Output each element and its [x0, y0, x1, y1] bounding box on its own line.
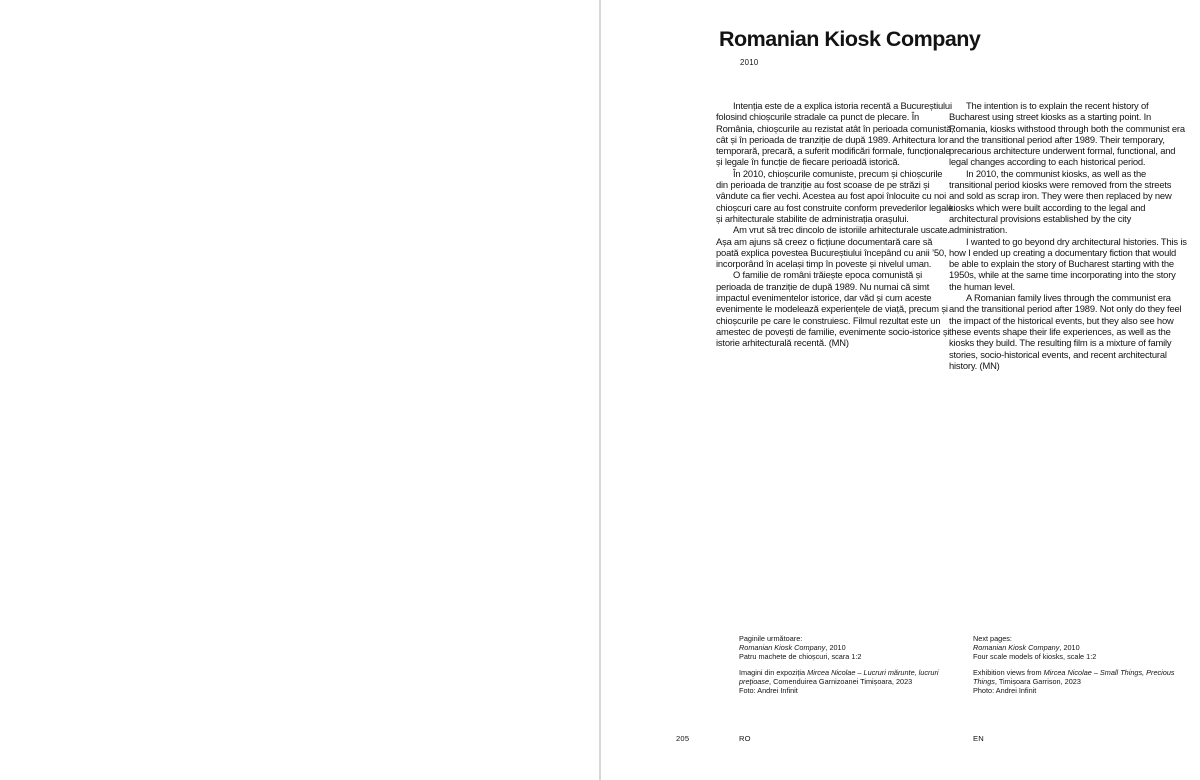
paragraph-en-1: The intention is to explain the recent history of Bucharest using street kiosks as a starting point. In Romania, kiosks withstood through both the communist era and the transitional period after 1989. Their temporary, precarious architecture underwent formal, functional, and legal changes according to each historical period. [949, 100, 1185, 168]
caption-en-exhibition-prefix: Exhibition views from [973, 667, 1044, 677]
caption-ro-exhibition-prefix: Imagini din expoziția [739, 667, 808, 677]
paragraph-en-3: I wanted to go beyond dry architectural histories. This is how I ended up creating a documentary fiction that would be able to explain the story of Bucharest starting with the 1950s, while at the same time incorporating into the story the human level. [949, 235, 1187, 292]
page-title: Romanian Kiosk Company [719, 27, 981, 51]
paragraph-en-4: A Romanian family lives through the communist era and the transitional period after 1989. Not only do they feel the impact of the historical events, but they also see how these events shape their life experiences, as well as the kiosks they build. The resulting film is a mixture of family stories, socio-historical events, and recent architectural history. (MN) [949, 292, 1182, 371]
footer-page-number: 205 [676, 734, 690, 743]
caption-en-work-line [973, 643, 1184, 652]
caption-en-exhibition-line [973, 668, 1184, 686]
caption-ro-next-pages [739, 634, 950, 661]
caption-en-label: Next pages: [973, 634, 1012, 643]
caption-en [973, 634, 1184, 695]
caption-ro-work-title: Romanian Kiosk Company [739, 643, 826, 653]
caption-en-detail: Four scale models of kiosks, scale 1:2 [973, 652, 1097, 662]
caption-en-next-pages [973, 634, 1184, 661]
paragraph-ro-3: Am vrut să trec dincolo de istoriile arhitecturale uscate. Așa am ajuns să creez o ficțiune documentară care să poată explica povestea Bucureștiului începând cu anii ’50, incorporând în același timp în poveste și nivelul uman. [716, 224, 950, 270]
caption-en-work-year: , 2010 [1059, 643, 1080, 653]
caption-en-exhibition-title: Mircea Nicolae – Small Things, Precious Things [973, 667, 1175, 686]
paragraph-ro-1: Intenția este de a explica istoria recentă a Bucureștiului folosind chioșcurile stradale ca punct de plecare. În România, chioșcurile au rezistat atât în perioada comunistă, cât și în perioada de tranziție de după 1989. Arhitectura lor temporară, precară, a suferit modificări formale, funcționale și legale în funcție de fiecare perioadă istorică. [716, 100, 954, 168]
caption-ro-label: Paginile următoare: [739, 634, 803, 643]
text-column-en [949, 100, 1187, 371]
paragraph-en-2: In 2010, the communist kiosks, as well as the transitional period kiosks were removed from the streets and sold as scrap iron. They were then replaced by new kiosks which were built according to the legal and architectural provisions established by the city administration. [949, 167, 1172, 236]
caption-ro-exhibition-title: Mircea Nicolae – Lucruri mărunte, lucruri prețioase [739, 667, 939, 686]
caption-en-photo-credit: Photo: Andrei Infinit [973, 685, 1037, 695]
work-year: 2010 [740, 58, 759, 67]
footer-lang-en: EN [973, 734, 984, 743]
paragraph-ro-4: O familie de români trăiește epoca comunistă și perioada de tranziție de după 1989. Nu numai că simt impactul evenimentelor istorice, dar văd și cum aceste evenimente le modelează experiențele de viață, precum și chioșcurile pe care le construiesc. Filmul rezultat este un amestec de povești de familie, evenimente socio-istorice și istorie arhitecturală recentă. (MN) [716, 269, 950, 349]
caption-ro-exhibition-suffix: , Comenduirea Garnizoanei Timișoara, 2023 [769, 676, 913, 686]
caption-ro-exhibition-line [739, 668, 950, 686]
text-column-ro [716, 100, 954, 349]
footer-lang-ro: RO [739, 734, 751, 743]
left-page-blank [0, 0, 599, 780]
page-fold-divider [599, 0, 601, 780]
caption-ro-exhibition [739, 668, 950, 695]
caption-ro-detail: Patru machete de chioșcuri, scara 1:2 [739, 652, 862, 662]
caption-ro-photo-credit: Foto: Andrei Infinit [739, 685, 798, 695]
caption-en-exhibition-suffix: , Timișoara Garrison, 2023 [994, 676, 1081, 686]
paragraph-ro-2: În 2010, chioșcurile comuniste, precum și chioșcurile din perioada de tranziție au fost scoase de pe străzi și vândute ca fier vechi. Acestea au fost apoi înlocuite cu noi chioșcuri care au fost construite conform prevederilor legale și arhitecturale stabilite de administrația orașului. [716, 167, 954, 224]
caption-en-exhibition [973, 668, 1184, 695]
caption-ro-work-line [739, 643, 950, 652]
caption-en-work-title: Romanian Kiosk Company [973, 643, 1060, 653]
caption-ro [739, 634, 950, 695]
caption-ro-work-year: , 2010 [825, 643, 846, 653]
